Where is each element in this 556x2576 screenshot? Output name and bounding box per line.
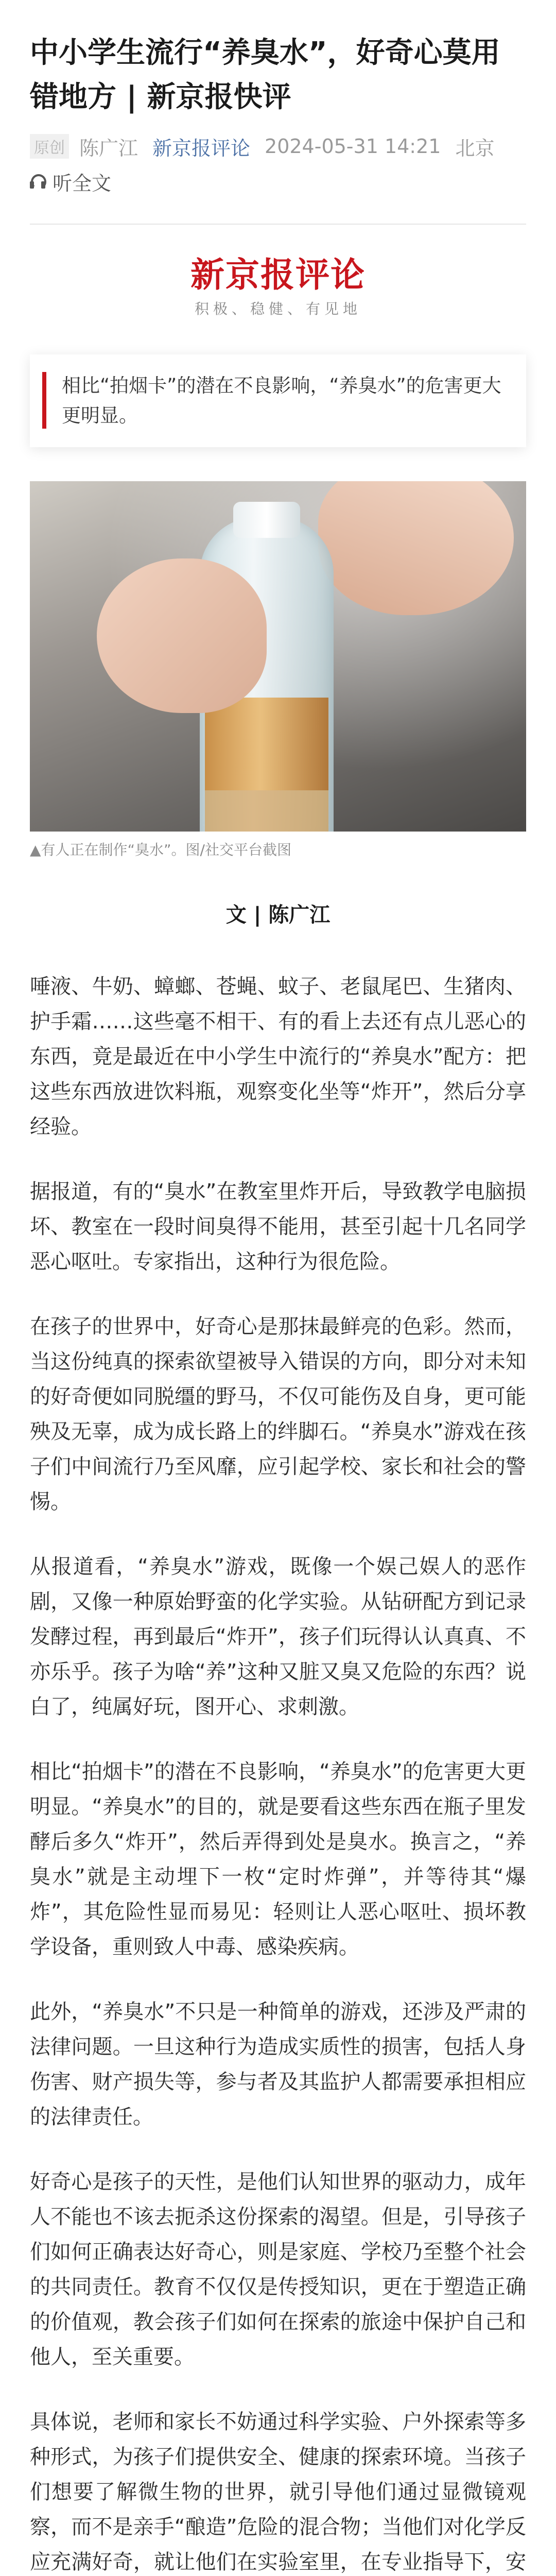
listen-label: 听全文	[53, 172, 112, 195]
summary-box	[30, 354, 526, 447]
article-meta	[30, 133, 526, 160]
paragraph: 唾液、牛奶、蟑螂、苍蝇、蚊子、老鼠尾巴、生猪肉、护手霜……这些毫不相干、有的看上去还有点儿恶心的东西，竟是最近在中小学生中流行的“养臭水”配方：把这些东西放进饮料瓶，观察变化坐等“炸开”，然后分享经验。	[30, 975, 526, 1139]
paragraph: 此外，“养臭水”不只是一种简单的游戏，还涉及严肃的法律问题。一旦这种行为造成实质性的损害，包括人身伤害、财产损失等，参与者及其监护人都需要承担相应的法律责任。	[30, 2000, 526, 2129]
paragraph: 相比“拍烟卡”的潜在不良影响，“养臭水”的危害更大更明显。“养臭水”的目的，就是要看这些东西在瓶子里发酵后多久“炸开”，然后弄得到处是臭水。换言之，“养臭水”就是主动埋下一枚“定时炸弹”，并等待其“爆炸”，其危险性显而易见：轻则让人恶心呕吐、损坏教学设备，重则致人中毒、感染疾病。	[30, 1760, 526, 1959]
article-photo	[30, 481, 526, 832]
publish-time: 2024-05-31 14:21	[265, 135, 441, 158]
paragraph: 据报道，有的“臭水”在教室里炸开后，导致教学电脑损坏、教室在一段时间臭得不能用，甚至引起十几名同学恶心呕吐。专家指出，这种行为很危险。	[30, 1180, 526, 1274]
paragraph: 在孩子的世界中，好奇心是那抹最鲜亮的色彩。然而，当这份纯真的探索欲望被导入错误的方向，即分对未知的好奇便如同脱缰的野马，不仅可能伤及自身，更可能殃及无辜，成为成长路上的绊脚石。“养臭水”游戏在孩子们中间流行乃至风靡，应引起学校、家长和社会的警惕。	[30, 1315, 526, 1514]
photo-bottle-liquid	[205, 790, 328, 832]
summary-text: 相比“拍烟卡”的潜在不良影响，“养臭水”的危害更大更明显。	[62, 375, 501, 427]
photo-caption: ▲有人正在制作“臭水”。图/社交平台截图	[30, 841, 291, 858]
original-badge: 原创	[30, 134, 69, 159]
brand-logo: 新京报评论	[190, 255, 366, 295]
brand-banner	[30, 255, 526, 318]
photo-bottle-label	[205, 698, 328, 790]
source-link[interactable]: 新京报评论	[152, 137, 251, 160]
paragraph: 好奇心是孩子的天性，是他们认知世界的驱动力，成年人不能也不该去扼杀这份探索的渴望。但是，引导孩子们如何正确表达好奇心，则是家庭、学校乃至整个社会的共同责任。教育不仅仅是传授知识，更在于塑造正确的价值观，教会孩子们如何在探索的旅途中保护自己和他人，至关重要。	[30, 2170, 526, 2369]
paragraph: 从报道看，“养臭水”游戏，既像一个娱己娱人的恶作剧，又像一种原始野蛮的化学实验。从钻研配方到记录发酵过程，再到最后“炸开”，孩子们玩得认认真真、不亦乐乎。孩子为啥“养”这种又脏又臭又危险的东西？说白了，纯属好玩，图开心、求刺激。	[30, 1555, 526, 1719]
headphone-icon	[30, 174, 45, 189]
publish-location: 北京	[455, 137, 495, 160]
photo-hand-left	[97, 558, 267, 713]
listen-button[interactable]	[30, 168, 526, 195]
article-body	[30, 969, 526, 2576]
photo-bottle-cap	[233, 502, 300, 538]
article-title: 中小学生流行“养臭水”，好奇心莫用错地方 | 新京报快评	[30, 36, 500, 114]
brand-tagline: 积极、稳健、有见地	[194, 300, 361, 317]
paragraph: 具体说，老师和家长不妨通过科学实验、户外探索等多种形式，为孩子们提供安全、健康的探索环境。当孩子们想要了解微生物的世界，就引导他们通过显微镜观察，而不是亲手“酿造”危险的混合物；当他们对化学反应充满好奇，就让他们在实验室里，在专业指导下，安	[30, 2410, 526, 2574]
header-divider	[30, 224, 526, 225]
byline: 文 | 陈广江	[225, 903, 331, 927]
author-name: 陈广江	[79, 137, 138, 160]
